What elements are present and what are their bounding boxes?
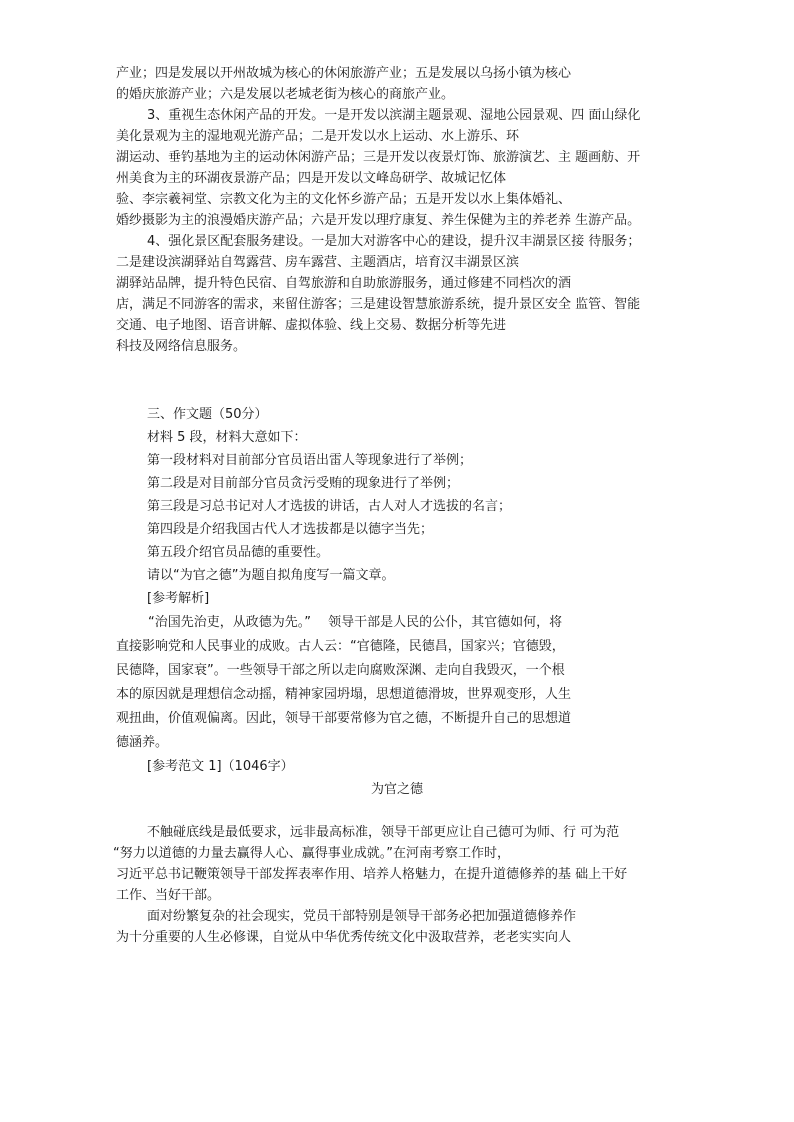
sample-line: 不触碰底线是最低要求，远非最高标准，领导干部更应让自己德可为师、行 可为范 — [147, 825, 620, 840]
text-line: 的婚庆旅游产业；六是发展以老城老街为核心的商旅产业。 — [116, 87, 455, 102]
section-heading: 三、作文题（50分） — [147, 407, 268, 422]
text-line: 3、重视生态休闲产品的开发。一是开发以滨湖主题景观、湿地公园景观、四 面山绿化 — [147, 108, 641, 123]
sample-line: 习近平总书记鞭策领导干部发挥表率作用、培养人格魅力，在提升道德修养的基 础上干好 — [116, 867, 628, 882]
text-line: 美化景观为主的湿地观光游产品；二是开发以水上运动、水上游乐、环 — [116, 129, 520, 144]
analysis-line: 民德降，国家衰”。一些领导干部之所以走向腐败深渊、走向自我毁灭，一个根 — [116, 663, 565, 678]
text-line: 二是建设滨湖驿站自驾露营、房车露营、主题酒店，培育汉丰湖景区滨 — [116, 255, 520, 270]
text-line: 店，满足不同游客的需求，来留住游客；三是建设智慧旅游系统，提升景区安全 监管、智能 — [116, 297, 641, 312]
material-item: 第一段材料对目前部分官员语出雷人等现象进行了举例； — [147, 453, 473, 468]
analysis-line: “治国先治吏，从政德为先。” 领导干部是人民的公仆，其官德如何，将 — [148, 615, 563, 630]
analysis-label: [参考解析] — [147, 591, 210, 606]
analysis-line: 观扭曲，价值观偏离。因此，领导干部要常修为官之德，不断提升自己的思想道 — [116, 711, 572, 726]
sample-label: [参考范文 1]（1046字） — [147, 759, 294, 774]
material-intro: 材料 5 段，材料大意如下： — [147, 430, 307, 445]
text-line: 湖驿站品牌，提升特色民宿、自驾旅游和自助旅游服务，通过修建不同档次的酒 — [116, 276, 572, 291]
material-item: 第三段是习总书记对人才选拔的讲话，古人对人才选拔的名言； — [147, 499, 512, 514]
text-line: 湖运动、垂钓基地为主的运动休闲游产品；三是开发以夜景灯饰、旅游演艺、主 题画舫、开 — [116, 150, 641, 165]
analysis-line: 德涵养。 — [116, 735, 169, 750]
text-line: 4、强化景区配套服务建设。一是加大对游客中心的建设，提升汉丰湖景区接 待服务； — [147, 234, 641, 249]
text-line: 产业；四是发展以开州故城为核心的休闲旅游产业；五是发展以乌扬小镇为核心 — [116, 66, 572, 81]
text-line: 婚纱摄影为主的浪漫婚庆游产品；六是开发以理疗康复、养生保健为主的养老养 生游产品。 — [116, 213, 641, 228]
analysis-line: 本的原因就是理想信念动摇，精神家园坍塌，思想道德滑坡，世界观变形，人生 — [116, 687, 572, 702]
text-line: 州美食为主的环湖夜景游产品；四是开发以文峰岛研学、故城记忆体 — [116, 171, 507, 186]
sample-line: 面对纷繁复杂的社会现实，党员干部特别是领导干部务必把加强道德修养作 — [147, 909, 577, 924]
sample-line: 工作、当好干部。 — [116, 888, 221, 903]
text-line: 交通、电子地图、语音讲解、虚拟体验、线上交易、数据分析等先进 — [116, 318, 507, 333]
sample-title: 为官之德 — [370, 782, 423, 797]
text-line: 科技及网络信息服务。 — [116, 339, 247, 354]
text-line: 验、李宗羲祠堂、宗教文化为主的文化怀乡游产品；五是开发以水上集体婚礼、 — [116, 192, 572, 207]
essay-prompt: 请以“为官之德”为题自拟角度写一篇文章。 — [147, 568, 395, 583]
material-item: 第四段是介绍我国古代人才选拔都是以德字当先； — [147, 522, 434, 537]
sample-line: “努力以道德的力量去赢得人心、赢得事业成就。”在河南考察工作时， — [113, 846, 510, 861]
material-item: 第五段介绍官员品德的重要性。 — [147, 545, 330, 560]
sample-line: 为十分重要的人生必修课，自觉从中华优秀传统文化中汲取营养，老老实实向人 — [116, 930, 572, 945]
analysis-line: 直接影响党和人民事业的成败。古人云：“官德隆，民德昌，国家兴；官德毁， — [116, 639, 565, 654]
material-item: 第二段是对目前部分官员贪污受贿的现象进行了举例； — [147, 476, 460, 491]
